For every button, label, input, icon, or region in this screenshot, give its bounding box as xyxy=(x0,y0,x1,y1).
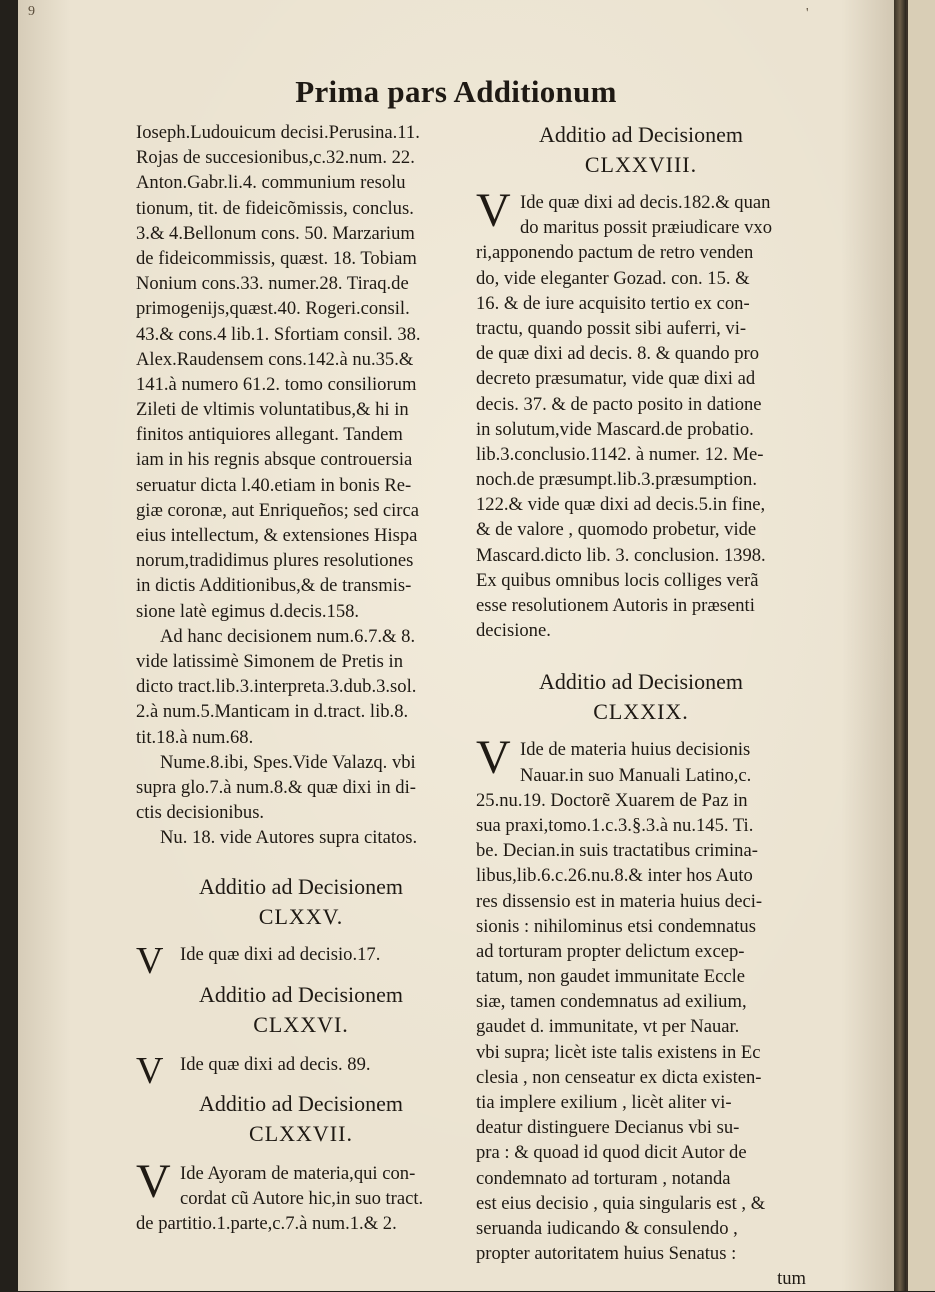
body-line: 122.& vide quæ dixi ad decis.5.in fine, xyxy=(476,494,766,516)
dropcap-letter: V xyxy=(476,731,511,785)
body-line: lib.3.conclusio.1142. à numer. 12. Me- xyxy=(476,443,764,465)
body-line: tia implere exilium , licèt aliter vi- xyxy=(476,1092,732,1113)
heading-title: Additio ad Decisionem xyxy=(198,874,404,900)
body-line: Mascard.dicto lib. 3. conclusion. 1398. xyxy=(476,544,766,566)
body-line: & de valore , quomodo probetur, vide xyxy=(476,519,757,541)
corner-mark: 9 xyxy=(28,4,35,19)
body-line: siæ, tamen condemnatus ad exilium, xyxy=(476,991,747,1013)
body-line: de quæ dixi ad decis. 8. & quando pro xyxy=(476,343,759,365)
body-line: Ad hanc decisionem num.6.7.& 8. xyxy=(160,625,416,647)
body-line: supra glo.7.à num.8.& quæ dixi in di- xyxy=(136,776,416,798)
body-line: Ioseph.Ludouicum decisi.Perusina.11. xyxy=(136,122,420,143)
body-line: 3.& 4.Bellonum cons. 50. Marzarium xyxy=(136,222,415,244)
body-line: vide latissimè Simonem de Pretis in xyxy=(136,650,404,672)
paragraph-line: Nu. 18. vide Autores supra citatos. xyxy=(160,827,418,849)
dropcap-letter: V xyxy=(136,1154,171,1208)
body-line: 16. & de iure acquisito tertio ex con- xyxy=(476,292,750,314)
section-heading-179 xyxy=(476,667,806,727)
section-heading-175 xyxy=(136,872,466,932)
body-line: iam in his regnis absque controuersia xyxy=(136,449,413,471)
body-line: deatur distinguere Decianus vbi su- xyxy=(476,1117,740,1139)
heading-number: CLXXVII. xyxy=(249,1120,353,1146)
heading-title: Additio ad Decisionem xyxy=(198,981,404,1007)
body-line: vbi supra; licèt iste talis existens in Ec xyxy=(476,1041,761,1063)
section-heading-178 xyxy=(476,120,806,180)
body-line: 43.& cons.4 lib.1. Sfortiam consil. 38. xyxy=(136,323,421,345)
body-line: dicto tract.lib.3.interpreta.3.dub.3.sol. xyxy=(136,676,417,698)
catchword: tum xyxy=(777,1268,806,1290)
facing-page-edge xyxy=(906,0,935,1291)
body-line: Ide quæ dixi ad decisio.17. xyxy=(180,944,381,966)
dropcap-letter: V xyxy=(476,184,511,237)
running-head: Prima pars Additionum xyxy=(295,74,617,109)
body-line: propter autoritatem huius Senatus : xyxy=(476,1243,737,1265)
body-line: seruanda iudicando & consulendo , xyxy=(476,1217,738,1239)
body-line: 25.nu.19. Doctorẽ Xuarem de Paz in xyxy=(476,789,748,811)
book-gutter xyxy=(894,0,906,1291)
body-line: seruatur dicta l.40.etiam in bonis Re- xyxy=(136,474,412,496)
section-heading-177 xyxy=(136,1089,466,1149)
section-175-body xyxy=(136,940,466,983)
body-line: ctis decisionibus. xyxy=(136,802,265,824)
right-column xyxy=(476,120,806,1292)
heading-number: CLXXV. xyxy=(258,904,344,930)
body-line: be. Decian.in suis tractatibus crimina- xyxy=(476,840,758,862)
body-line: Zileti de vltimis voluntatibus,& hi in xyxy=(136,399,409,421)
section-178-body xyxy=(476,184,806,643)
section-179-body xyxy=(476,731,806,1291)
body-line: esse resolutionem Autoris in præsenti xyxy=(476,595,755,616)
body-line: est eius decisio , quia singularis est , & xyxy=(476,1192,766,1214)
body-line: Nauar.in suo Manuali Latino,c. xyxy=(520,764,752,786)
body-line: pra : & quoad id quod dicit Autor de xyxy=(476,1142,747,1164)
dropcap-letter: V xyxy=(136,1049,164,1092)
body-line: in dictis Additionibus,& de transmis- xyxy=(136,575,412,597)
section-176-body xyxy=(136,1049,466,1092)
body-line: tit.18.à num.68. xyxy=(136,726,254,748)
body-line: sua praxi,tomo.1.c.3.§.3.à nu.145. Ti. xyxy=(476,814,754,836)
body-line: noch.de præsumpt.lib.3.præsumption. xyxy=(476,469,757,491)
body-line: finitos antiquiores allegant. Tandem xyxy=(136,424,403,446)
body-line: Alex.Raudensem cons.142.à nu.35.& xyxy=(136,348,414,370)
body-line: primogenijs,quæst.40. Rogeri.consil. xyxy=(136,298,410,320)
section-178-lines xyxy=(476,240,806,643)
body-line: gaudet d. immunitate, vt per Nauar. xyxy=(476,1016,740,1038)
body-line: 2.à num.5.Manticam in d.tract. lib.8. xyxy=(136,701,409,723)
body-line: eius intellectum, & extensiones Hispa xyxy=(136,525,418,546)
continuation-paragraph xyxy=(136,120,466,624)
margin-mark: ' xyxy=(806,6,809,21)
body-line: condemnato ad torturam , notanda xyxy=(476,1167,731,1189)
body-line: decreto præsumatur, vide quæ dixi ad xyxy=(476,368,756,390)
body-line: tractu, quando possit sibi auferri, vi- xyxy=(476,317,747,339)
body-line: Nonium cons.33. numer.28. Tiraq.de xyxy=(136,273,409,295)
body-line: sionis : nihilominus etsi condemnatus xyxy=(476,915,756,937)
body-line: res dissensio est in materia huius deci- xyxy=(476,890,763,912)
body-line: tionum, tit. de fideicõmissis, conclus. xyxy=(136,197,414,219)
heading-title: Additio ad Decisionem xyxy=(538,122,744,147)
body-line: de fideicommissis, quæst. 18. Tobiam xyxy=(136,247,417,269)
body-line: libus,lib.6.c.26.nu.8.& inter hos Auto xyxy=(476,865,753,887)
body-line: Nume.8.ibi, Spes.Vide Valazq. vbi xyxy=(160,751,416,773)
body-line: Ide Ayoram de materia,qui con- xyxy=(180,1162,416,1184)
body-line: clesia , non censeatur ex dicta existen- xyxy=(476,1066,762,1088)
body-line: Ex quibus omnibus locis colliges verã xyxy=(476,569,759,591)
heading-number: CLXXIX. xyxy=(593,699,689,725)
heading-number: CLXXVIII. xyxy=(584,152,698,177)
body-line: Ide quæ dixi ad decis. 89. xyxy=(180,1053,371,1075)
body-line: ri,apponendo pactum de retro venden xyxy=(476,242,754,264)
body-line: cordat cũ Autore hic,in suo tract. xyxy=(180,1188,424,1209)
body-line: de partitio.1.parte,c.7.à num.1.& 2. xyxy=(136,1213,397,1235)
body-line: ad torturam propter delictum excep- xyxy=(476,940,745,962)
body-line: decisione. xyxy=(476,620,551,642)
body-line: do maritus possit præiudicare vxo xyxy=(520,217,773,239)
body-line: giæ coronæ, aut Enriqueños; sed circa xyxy=(136,499,419,521)
body-line: do, vide eleganter Gozad. con. 15. & xyxy=(476,267,750,289)
body-line: Ide quæ dixi ad decis.182.& quan xyxy=(520,192,771,213)
paragraph xyxy=(136,750,466,826)
dropcap-letter: V xyxy=(136,940,164,983)
heading-number: CLXXVI. xyxy=(253,1011,349,1037)
heading-title: Additio ad Decisionem xyxy=(198,1090,404,1116)
paragraph xyxy=(136,624,466,750)
body-line: decis. 37. & de pacto posito in datione xyxy=(476,393,762,415)
body-line: Anton.Gabr.li.4. communium resolu xyxy=(136,172,406,194)
body-line: Rojas de succesionibus,c.32.num. 22. xyxy=(136,147,415,169)
body-line: 141.à numero 61.2. tomo consiliorum xyxy=(136,373,417,395)
section-heading-176 xyxy=(136,980,466,1040)
body-line: norum,tradidimus plures resolutiones xyxy=(136,550,414,572)
heading-title: Additio ad Decisionem xyxy=(538,669,744,695)
left-column xyxy=(136,120,466,1236)
body-line: Ide de materia huius decisionis xyxy=(520,739,751,761)
section-177-body xyxy=(136,1154,466,1237)
body-line: tatum, non gaudet immunitate Eccle xyxy=(476,966,746,988)
body-line: sione latè egimus d.decis.158. xyxy=(136,600,360,622)
body-line: in solutum,vide Mascard.de probatio. xyxy=(476,418,754,440)
book-page xyxy=(18,0,894,1291)
section-179-lines xyxy=(476,788,806,1267)
